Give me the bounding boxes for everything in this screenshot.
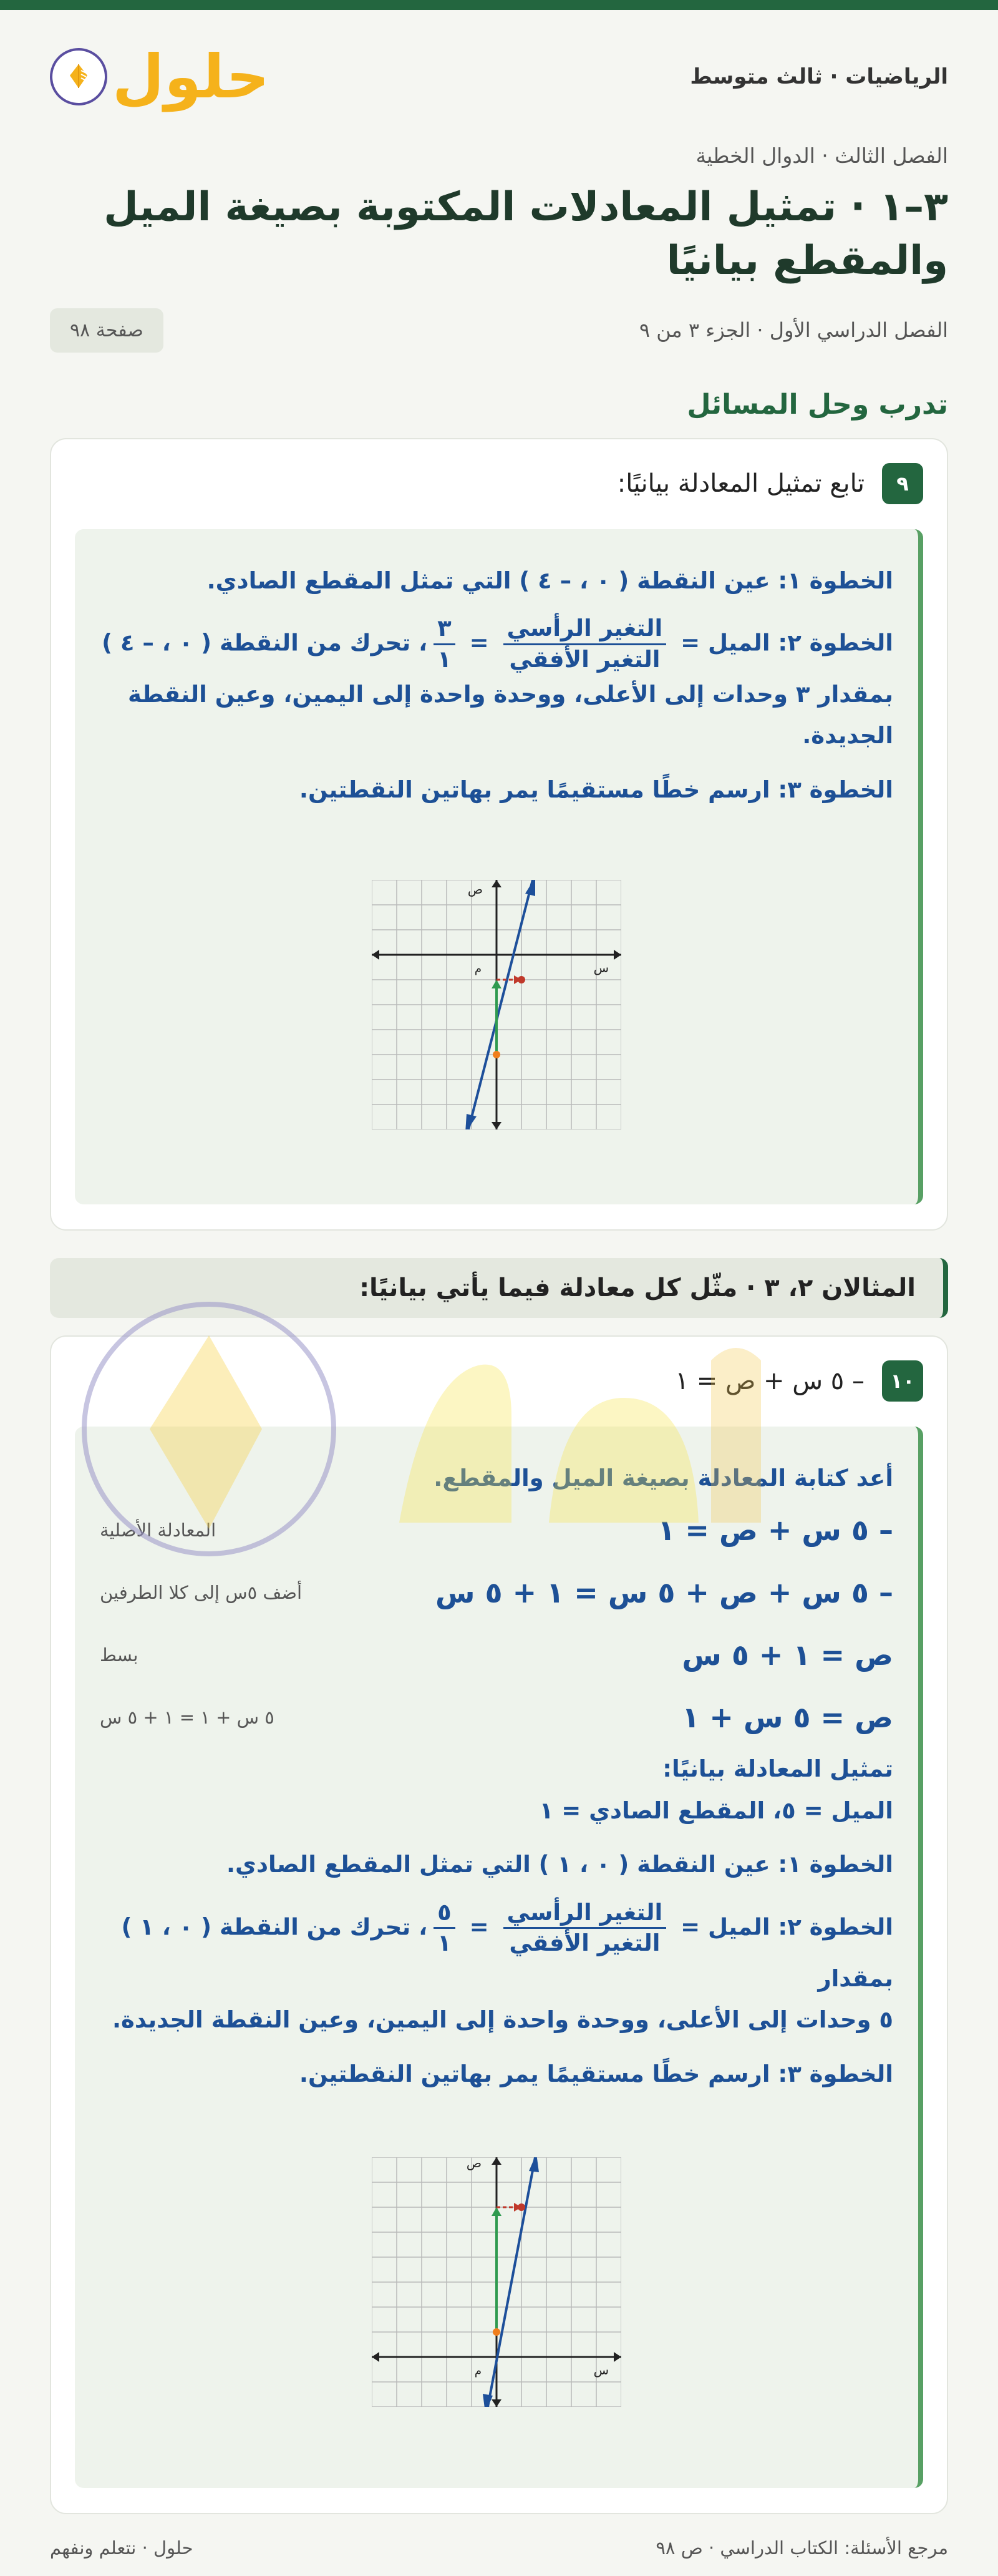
rewrite-intro: أعد كتابة المعادلة بصيغة الميل والمقطع. (434, 1464, 893, 1491)
x-axis-arrow-right (614, 2352, 621, 2362)
page-title: ٣–١ · تمثيل المعادلات المكتوبة بصيغة الميل والمقطع بيانيًا (104, 184, 948, 285)
breadcrumb: الفصل الثالث · الدوال الخطية (695, 144, 948, 168)
coordinate-graph (372, 880, 621, 1129)
x-axis-arrow-right (614, 950, 621, 960)
coordinate-graph (372, 2157, 621, 2407)
step-1: الخطوة ١: عين النقطة ( ٠ ، ١ ) التي تمثل المقطع الصادي. (226, 1851, 893, 1878)
y-axis-label: ص (467, 881, 483, 897)
line-arrow-down (483, 2394, 493, 2407)
step-2-move: ، تحرك من النقطة ( ٠ ، ١ ) بمقدار (121, 1913, 893, 1992)
origin-label: م (474, 2364, 482, 2378)
x-axis-arrow-left (372, 950, 379, 960)
fraction-denominator: التغير الأفقي (509, 1930, 661, 1957)
rise-arrowhead (492, 980, 501, 988)
fraction-denominator: ١ (437, 645, 452, 673)
fraction-change-ratio (503, 614, 667, 674)
graph-container (100, 880, 893, 1129)
answer-panel (75, 529, 923, 1204)
y-axis-arrow-down (492, 2399, 501, 2407)
top-accent-bar (0, 0, 998, 10)
equation-row (100, 1561, 893, 1624)
page-number-badge: صفحة ٩٨ (50, 308, 163, 353)
equation-note: المعادلة الأصلية (100, 1520, 216, 1541)
x-axis-label: س (593, 2363, 609, 2378)
question-header (75, 1360, 923, 1402)
question-text: – ٥ س + ص = ١ (675, 1366, 865, 1395)
equals-sign: = (469, 1913, 489, 1941)
step-2-continued: ٥ وحدات إلى الأعلى، ووحدة واحدة إلى اليمين، وعين النقطة الجديدة. (112, 2006, 893, 2034)
book-icon (50, 48, 107, 105)
question-card-9 (50, 438, 948, 1231)
equation-note: بسط (100, 1644, 138, 1666)
second-point (518, 2203, 525, 2211)
page-content (0, 10, 998, 2514)
brand-logo[interactable] (50, 42, 269, 112)
line-arrow-up (525, 880, 535, 896)
graph-heading: تمثيل المعادلة بيانيًا: (662, 1755, 893, 1783)
step-3: الخطوة ٣: ارسم خطًا مستقيمًا يمر بهاتين النقطتين. (299, 776, 893, 804)
x-axis-label: س (593, 960, 609, 975)
equation: – ٥ س + ص = ١ (657, 1513, 893, 1548)
question-header (75, 463, 923, 504)
fraction-numerator: التغير الرأسي (503, 1898, 667, 1929)
fraction-numerator: ٣ (434, 614, 455, 645)
line-arrow-down (465, 1114, 477, 1129)
rise-arrowhead (492, 2207, 501, 2216)
step-2-label: الخطوة ٢: الميل = (681, 629, 893, 656)
step-1: الخطوة ١: عين النقطة ( ٠ ، – ٤ ) التي تمثل المقطع الصادي. (206, 567, 893, 594)
fraction-numerator: التغير الرأسي (503, 614, 667, 645)
answer-panel (75, 1427, 923, 2489)
equals-sign: = (469, 629, 489, 656)
equation-row (100, 1624, 893, 1686)
step-3: الخطوة ٣: ارسم خطًا مستقيمًا يمر بهاتين النقطتين. (299, 2060, 893, 2087)
equation-note: أضف ٥س إلى كلا الطرفين (100, 1582, 303, 1604)
equation-note: ٥ س + ١ = ١ + ٥ س (100, 1707, 274, 1729)
step-2-continued: بمقدار ٣ وحدات إلى الأعلى، ووحدة واحدة إلى اليمين، وعين النقطة الجديدة. (128, 680, 893, 749)
y-axis-arrow-up (492, 2157, 501, 2165)
question-card-10 (50, 1335, 948, 2515)
y-intercept-point (493, 2328, 500, 2336)
step-2 (100, 614, 893, 674)
meta-row (50, 308, 948, 353)
question-text: تابع تمثيل المعادلة بيانيًا: (617, 469, 865, 498)
equation-row (100, 1686, 893, 1749)
y-axis-arrow-down (492, 1122, 501, 1129)
logo-wordmark: حلول (112, 42, 269, 112)
examples-heading: المثالان ٢، ٣ · مثّل كل معادلة فيما يأتي بيانيًا: (50, 1258, 948, 1318)
fraction-change-ratio (503, 1898, 667, 1958)
fraction-slope (434, 614, 455, 674)
fraction-slope (434, 1898, 455, 1958)
term-label: الفصل الدراسي الأول · الجزء ٣ من ٩ (639, 318, 948, 343)
line-arrow-up (529, 2157, 539, 2172)
subject-label: الرياضيات · ثالث متوسط (690, 64, 948, 89)
page-footer (50, 2537, 948, 2559)
fraction-numerator: ٥ (434, 1898, 455, 1929)
x-axis-arrow-left (372, 2352, 379, 2362)
graph-container (100, 2157, 893, 2407)
second-point (518, 976, 525, 983)
page-header (50, 10, 948, 144)
equation: ص = ١ + ٥ س (682, 1638, 893, 1672)
step-2 (100, 1898, 893, 1999)
y-axis-label: ص (466, 2157, 482, 2171)
footer-brand: حلول · نتعلم ونفهم (50, 2537, 193, 2559)
y-intercept-point (493, 1051, 500, 1058)
footer-reference: مرجع الأسئلة: الكتاب الدراسي · ص ٩٨ (656, 2537, 948, 2559)
slope-intercept-line: الميل = ٥، المقطع الصادي = ١ (539, 1797, 893, 1824)
section-title: تدرب وحل المسائل (687, 388, 948, 421)
fraction-denominator: ١ (437, 1930, 452, 1957)
question-number-badge: ٩ (882, 463, 923, 504)
step-2-label: الخطوة ٢: الميل = (681, 1913, 893, 1941)
y-axis-arrow-up (492, 880, 501, 887)
equation: ص = ٥ س + ١ (682, 1700, 893, 1735)
question-number-badge: ١٠ (882, 1360, 923, 1402)
step-2-move: ، تحرك من النقطة ( ٠ ، – ٤ ) (102, 629, 428, 656)
fraction-denominator: التغير الأفقي (509, 645, 661, 673)
equation: – ٥ س + ص + ٥ س = ١ + ٥ س (435, 1576, 893, 1610)
equation-row (100, 1499, 893, 1561)
origin-label: م (474, 962, 482, 975)
